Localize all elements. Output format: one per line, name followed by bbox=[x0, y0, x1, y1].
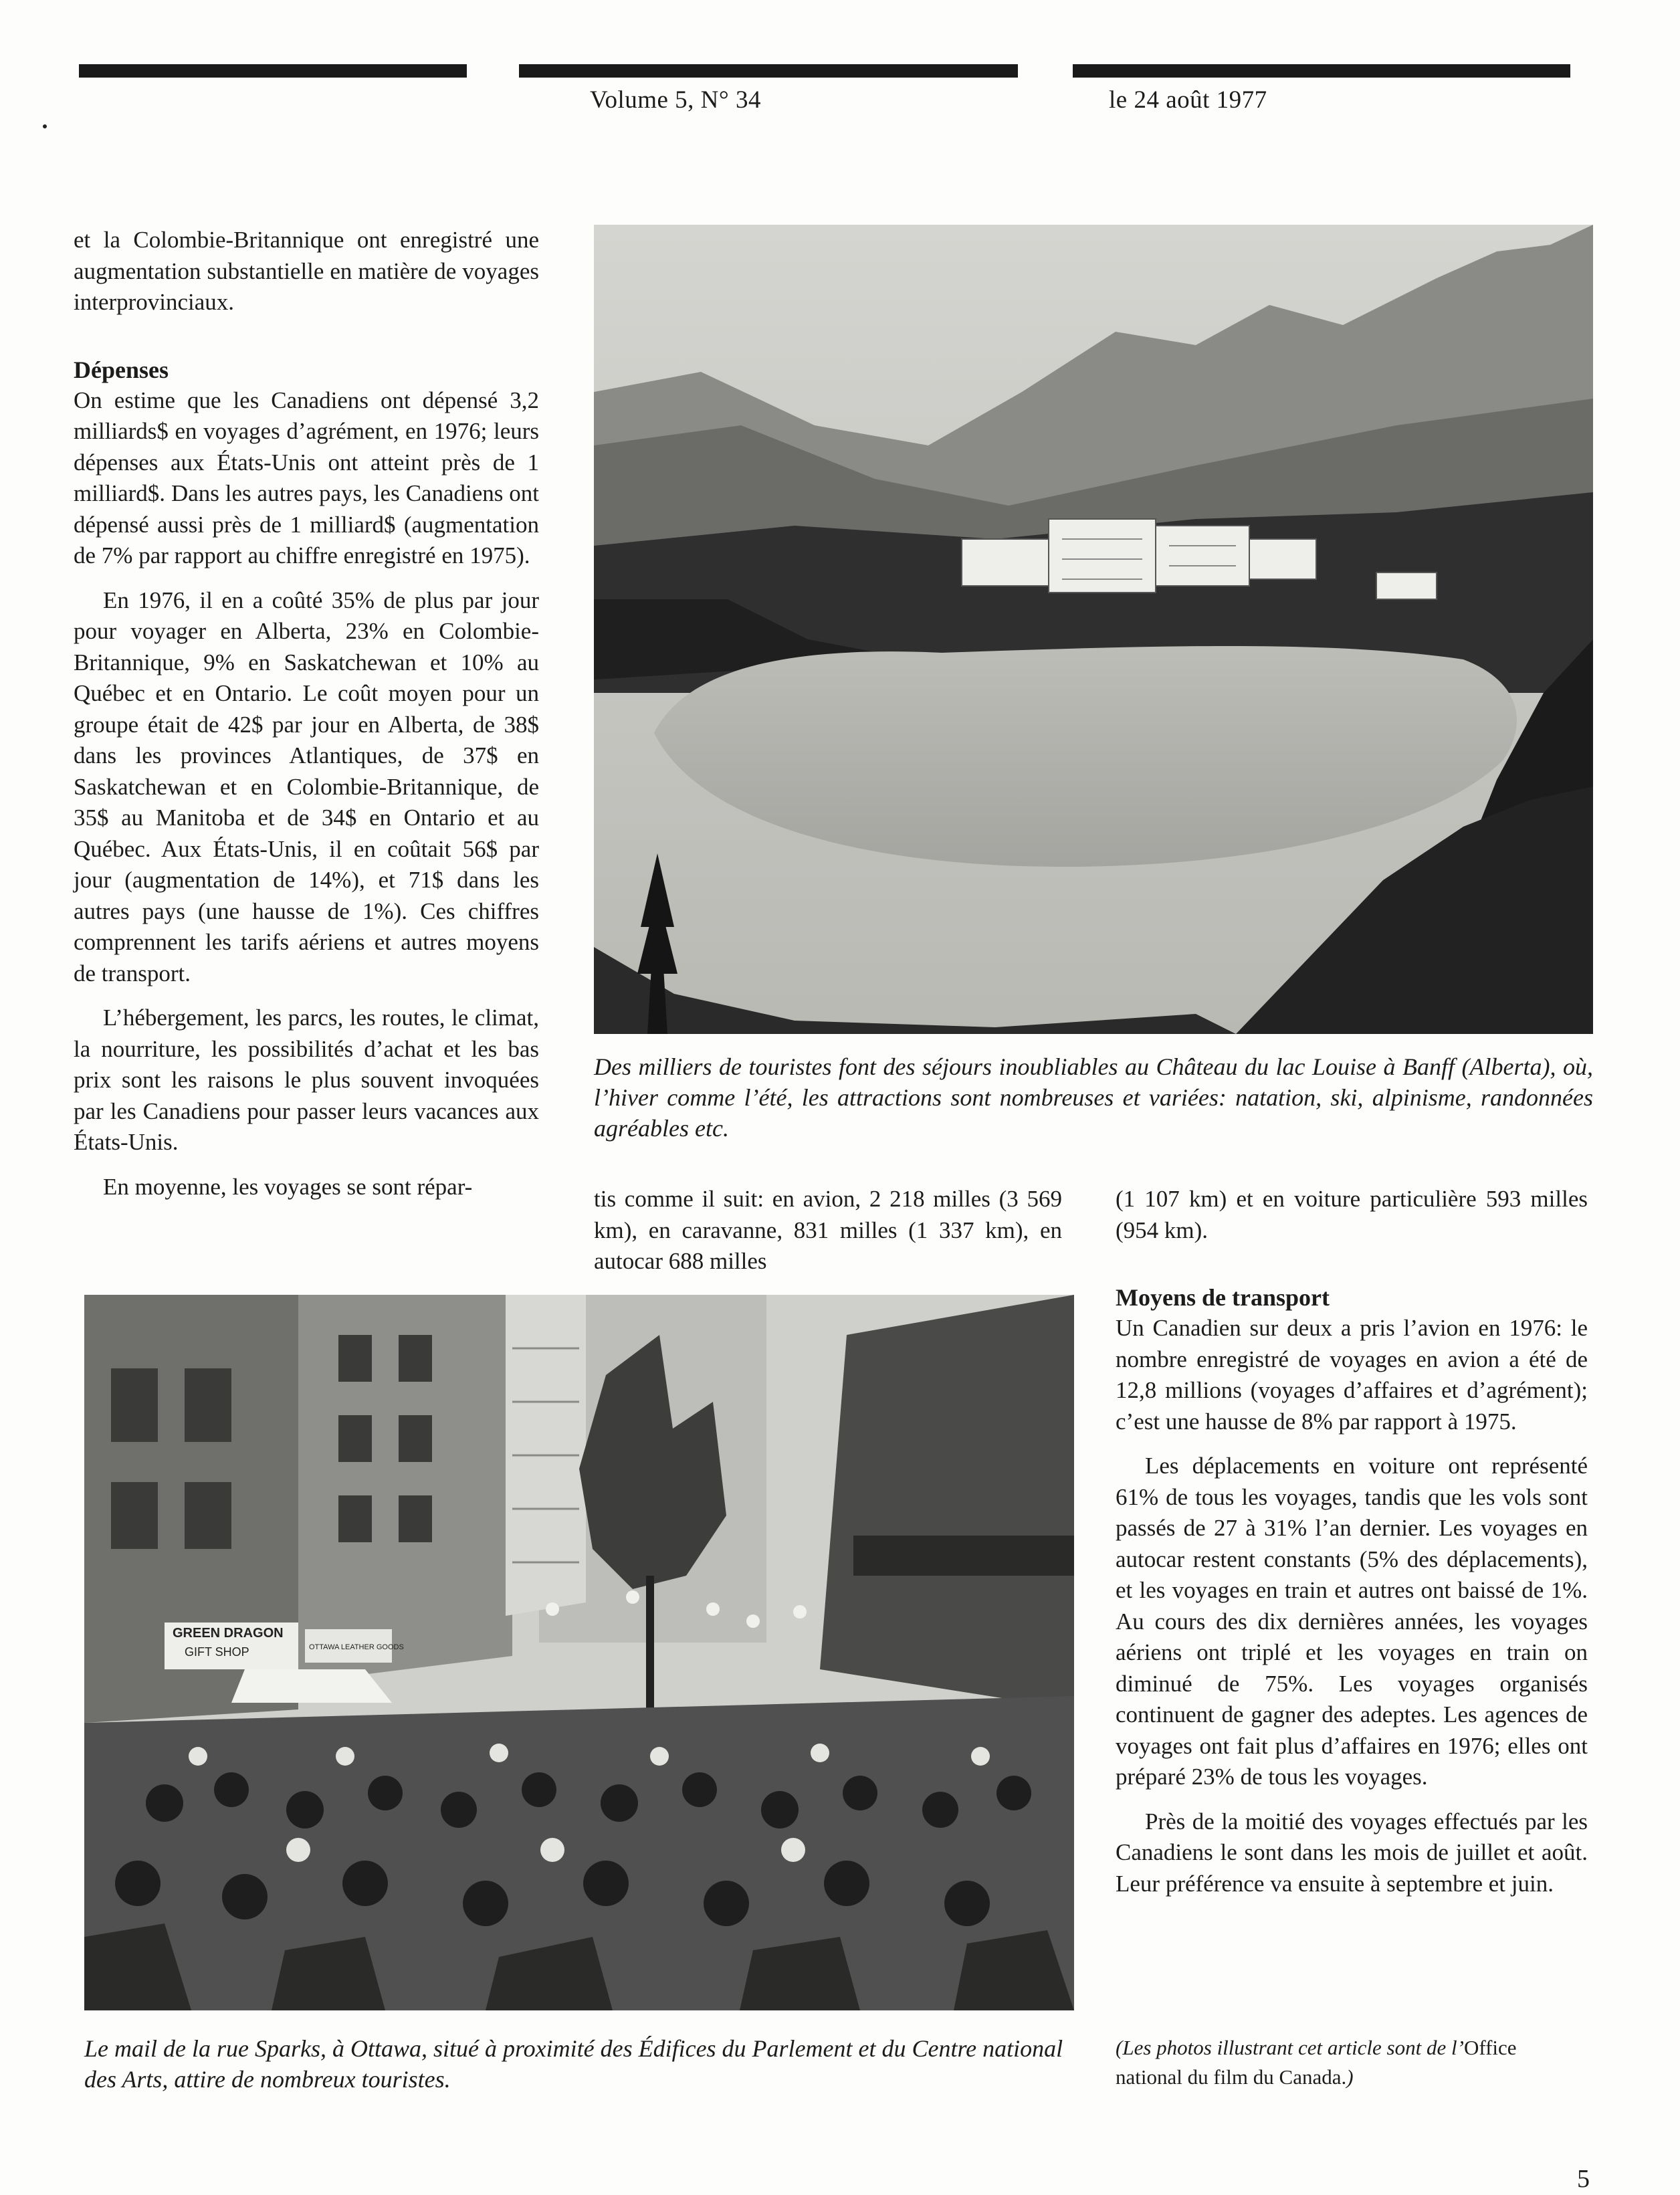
caption-sparks-street: Le mail de la rue Sparks, à Ottawa, situé à proximité des Édifices du Parlement et du Centre national des Arts, attire de nombreux touristes. bbox=[84, 2035, 1063, 2093]
left-column bbox=[74, 225, 539, 1216]
volume-number: Volume 5, N° 34 bbox=[590, 86, 761, 114]
left-paragraph-3: L’hébergement, les parcs, les routes, le climat, la nourriture, les possibilités d’achat et les bas prix sont les raisons le plus souvent invoquées par les Canadiens pour passer leurs vacances aux États-Unis. bbox=[74, 1005, 539, 1155]
sparks-street-illustration bbox=[84, 1295, 1074, 2010]
sign-gift-shop: GIFT SHOP bbox=[185, 1645, 249, 1659]
sparks-street-photo bbox=[84, 1295, 1074, 2010]
left-paragraph-2: En 1976, il en a coûté 35% de plus par jour pour voyager en Alberta, 23% en Colombie-Britannique, 9% en Saskatchewan et 10% au Québec et en Ontario. Le coût moyen pour un groupe était de 42$ par jour en Alberta, de 38$ dans les provinces Atlantiques, de 37$ en Saskatchewan et en Colombie-Britannique, de 35$ au Manitoba et de 34$ en Ontario et au Québec. Aux États-Unis, il en coûtait 56$ par jour (augmentation de 14%), et 71$ dans les autres pays (une hausse de 1%). Ces chiffres comprennent les tarifs aériens et autres moyens de transport. bbox=[74, 587, 539, 986]
middle-column bbox=[594, 1184, 1062, 1291]
issue-date: le 24 août 1977 bbox=[1109, 86, 1267, 114]
middle-paragraph: tis comme il suit: en avion, 2 218 milles (3 569 km), en caravanne, 831 milles (1 337 km), en autocar 688 milles bbox=[594, 1186, 1062, 1274]
left-intro: et la Colombie-Britannique ont enregistré une augmentation substantielle en matière de voyages interprovinciaux. bbox=[74, 227, 539, 315]
right-intro: (1 107 km) et en voiture particulière 593 milles (954 km). bbox=[1116, 1186, 1588, 1243]
right-paragraph-3: Près de la moitié des voyages effectués par les Canadiens le sont dans les mois de juillet et août. Leur préférence va ensuite à septembre et juin. bbox=[1116, 1808, 1588, 1897]
photo-credit bbox=[1116, 2033, 1586, 2092]
credit-organization: Office national du film du Canada. bbox=[1116, 2036, 1517, 2089]
right-paragraph-2: Les déplacements en voiture ont représenté 61% de tous les voyages, tandis que les vols sont passés de 27 à 31% l’an dernier. Les voyages en autocar restent constants (5% des déplacements), et les voyages en train et autres ont baissé de 1%. Au cours des dix dernières années, les voyages aériens ont triplé et les voyages en train on diminué de 75%. Les voyages organisés continuent de gagner des adeptes. Les agences de voyages ont fait plus d’affaires en 1976; elles ont préparé 23% de tous les voyages. bbox=[1116, 1453, 1588, 1790]
stray-mark bbox=[43, 124, 47, 128]
heading-depenses: Dépenses bbox=[74, 356, 169, 383]
right-column bbox=[1116, 1184, 1588, 1913]
header-rule-middle bbox=[519, 64, 1018, 78]
sign-green-dragon: GREEN DRAGON bbox=[173, 1626, 284, 1641]
caption-lake-louise: Des milliers de touristes font des séjours inoubliables au Château du lac Louise à Banff (Alberta), où, l’hiver comme l’été, les attractions sont nombreuses et variées: natation, ski, alpinisme, randonnées agréables etc. bbox=[594, 1053, 1593, 1142]
page-number: 5 bbox=[1577, 2165, 1590, 2193]
header-rule-right bbox=[1073, 64, 1570, 78]
lake-louise-photo bbox=[594, 225, 1593, 1034]
credit-italic-part: (Les photos illustrant cet article sont de l’ bbox=[1116, 2036, 1464, 2059]
credit-close: ) bbox=[1346, 2065, 1354, 2089]
left-paragraph-1: On estime que les Canadiens ont dépensé 3,2 milliards$ en voyages d’agrément, en 1976; leurs dépenses aux États-Unis ont atteint près de 1 milliard$. Dans les autres pays, les Canadiens ont dépensé aussi près de 1 milliard$ (augmentation de 7% par rapport au chiffre enregistré en 1975). bbox=[74, 387, 539, 568]
heading-moyens-de-transport: Moyens de transport bbox=[1116, 1284, 1330, 1311]
header-rule-left bbox=[79, 64, 467, 78]
right-paragraph-1: Un Canadien sur deux a pris l’avion en 1976: le nombre enregistré de voyages en avion a été de 12,8 millions (voyages d’affaires et d’agrément); c’est une hausse de 8% par rapport à 1975. bbox=[1116, 1315, 1588, 1435]
lake-louise-illustration bbox=[594, 225, 1593, 1034]
sign-leather-goods: OTTAWA LEATHER GOODS bbox=[309, 1643, 404, 1651]
left-paragraph-4: En moyenne, les voyages se sont répar- bbox=[103, 1173, 473, 1200]
